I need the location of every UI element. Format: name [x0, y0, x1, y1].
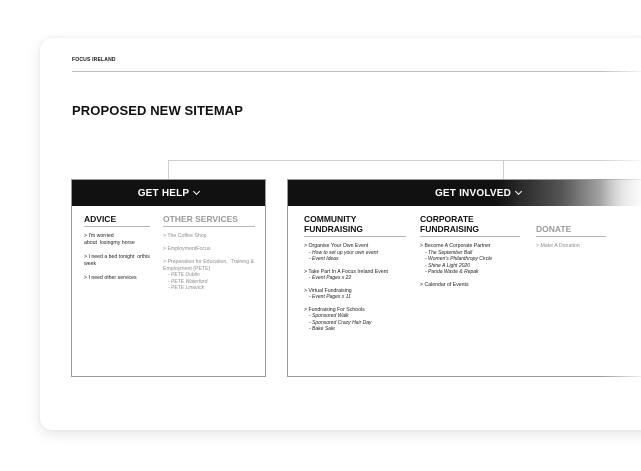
corporate-fundraising-column [420, 214, 520, 288]
list-subitem[interactable]: - Event Pages x 22 [309, 275, 352, 281]
community-fundraising-title: COMMUNITY FUNDRAISING [304, 214, 406, 237]
other-services-column [163, 214, 255, 292]
chevron-down-icon [515, 187, 522, 194]
other-services-title: OTHER SERVICES [163, 214, 255, 227]
list-subitem[interactable]: - Bake Sale [309, 326, 335, 332]
list-item[interactable]: > Become A Corporate Partner [420, 243, 491, 249]
sitemap-card [40, 38, 641, 430]
list-subitem[interactable]: - Event Ideas [309, 256, 339, 262]
list-subitem[interactable]: - How to set up your own event [309, 249, 378, 256]
advice-column [84, 214, 150, 282]
brand-label: FOCUS IRELAND [72, 57, 116, 63]
list-subitem[interactable]: - PETE Dublin [168, 272, 200, 278]
list-subitem[interactable]: - Women's Philanthropy Circle [425, 256, 493, 262]
get-involved-section [287, 179, 641, 377]
donate-title: DONATE [536, 224, 606, 237]
advice-title: ADVICE [84, 214, 150, 227]
community-fundraising-column [304, 214, 406, 333]
list-subitem[interactable]: - Sponsored Crazy Hair Day [309, 319, 372, 326]
page-title: PROPOSED NEW SITEMAP [72, 103, 244, 118]
list-item[interactable]: > Make A Donation [536, 243, 580, 249]
list-item[interactable]: > Take Part In A Focus Ireland Event [304, 268, 388, 275]
list-subitem[interactable]: - Panda Waste & Repak [425, 269, 479, 275]
connector-get-involved [503, 160, 504, 179]
list-subitem[interactable]: - PETE Limerick [168, 285, 205, 291]
get-help-header-label: GET HELP [137, 187, 190, 199]
list-item[interactable]: > Organise Your Own Event [304, 243, 369, 249]
list-item[interactable]: > I'm worried about losingmy horse [84, 233, 135, 246]
list-subitem[interactable]: - Event Pages x 11 [309, 294, 351, 300]
list-item[interactable]: > Fundraising For Schools [304, 306, 365, 313]
connector-horizontal [168, 160, 641, 161]
list-subitem[interactable]: - Sponsored Walk [309, 313, 349, 319]
donate-column [536, 224, 606, 250]
list-item[interactable]: > Calendar of Events [420, 281, 469, 288]
get-help-section [71, 179, 266, 377]
list-item[interactable]: > The Coffee Shop [163, 233, 207, 239]
get-help-header[interactable] [72, 180, 265, 206]
list-item[interactable]: > Preparation for Education, Training & Employment (PETE) [163, 259, 255, 272]
list-item[interactable]: > I need other services [84, 275, 137, 281]
get-involved-header-label: GET INVOLVED [434, 187, 512, 199]
list-subitem[interactable]: - PETE Waterford [168, 278, 208, 285]
corporate-fundraising-title: CORPORATE FUNDRAISING [420, 214, 520, 237]
list-subitem[interactable]: - Shine A Light 2020 [425, 262, 470, 269]
list-subitem[interactable]: - The September Ball [425, 249, 473, 256]
list-item[interactable]: > I need a bed tonight orthis week [84, 254, 150, 267]
connector-get-help [168, 160, 169, 179]
list-item[interactable]: > Virtual Fundraising [304, 287, 352, 294]
chevron-down-icon [193, 187, 200, 194]
get-involved-header[interactable] [288, 180, 641, 206]
header-divider [72, 71, 641, 72]
list-item[interactable]: > EmploymentFocus [163, 245, 211, 252]
